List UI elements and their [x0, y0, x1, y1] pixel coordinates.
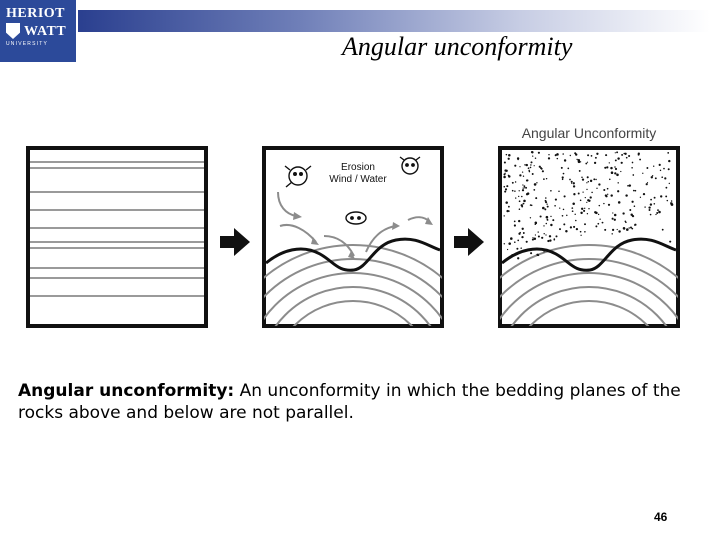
- arrow-right-icon: [454, 228, 484, 256]
- logo-text-watt: WATT: [24, 23, 67, 39]
- shield-icon: [6, 23, 20, 39]
- header-gradient-bar: [78, 10, 710, 32]
- page-number: 46: [654, 510, 668, 524]
- unconformity-diagram: [24, 118, 684, 334]
- logo-text-university: UNIVERSITY: [6, 41, 49, 47]
- erosion-label: Erosion: [341, 162, 375, 173]
- panel-angular-unconformity: [451, 148, 684, 334]
- caption-text: An unconformity in which the bedding planes of the rocks above and below are not parallel.: [18, 381, 681, 423]
- wind-water-label: Wind / Water: [329, 174, 387, 185]
- arrow-right-icon: [220, 228, 250, 256]
- caption-term: Angular unconformity:: [18, 381, 235, 401]
- panel-horizontal-layers: [28, 148, 206, 326]
- figure-title: Angular Unconformity: [521, 125, 657, 141]
- logo-text-heriot: HERIOT: [6, 6, 66, 21]
- definition-caption: [18, 380, 708, 424]
- panel-folding-erosion: [215, 148, 491, 334]
- university-logo: [0, 0, 76, 62]
- slide-title: Angular unconformity: [342, 32, 573, 61]
